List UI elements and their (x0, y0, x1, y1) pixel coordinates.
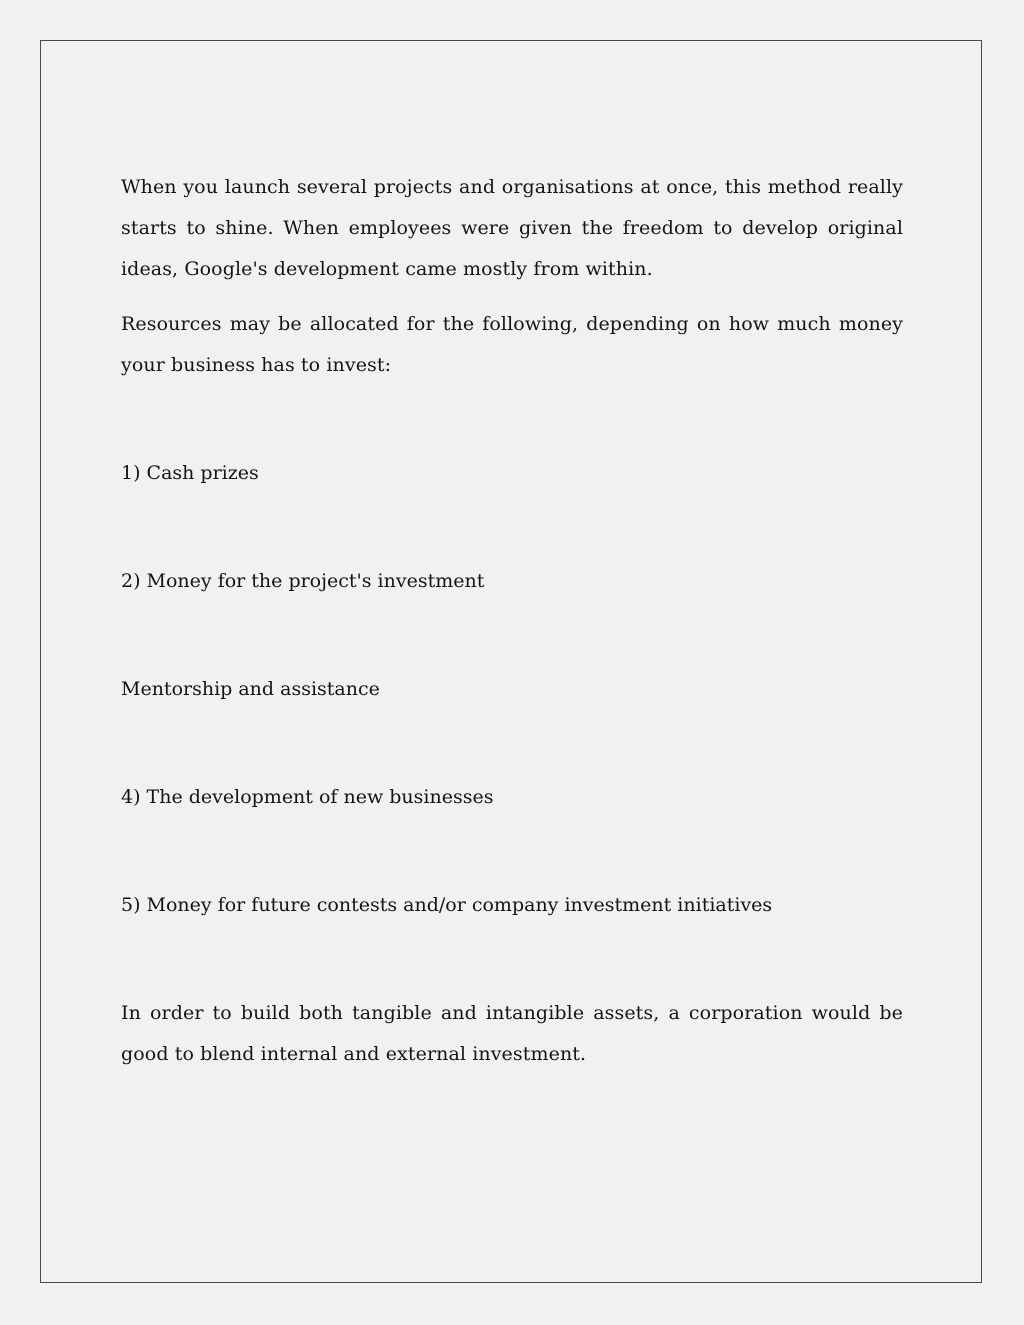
resources-paragraph: Resources may be allocated for the following, depending on how much money your business has to invest: (121, 313, 903, 376)
list-item-future-contests: 5) Money for future contests and/or company investment initiatives (121, 894, 773, 916)
list-item-mentorship: Mentorship and assistance (121, 678, 380, 700)
list-item-new-businesses: 4) The development of new businesses (121, 786, 494, 808)
document-body (121, 167, 903, 1075)
list-item-cash-prizes: 1) Cash prizes (121, 462, 259, 484)
intro-paragraph: When you launch several projects and organisations at once, this method really starts to shine. When employees were given the freedom to develop original ideas, Google's development came mostly from within. (121, 176, 903, 280)
list-item-project-investment: 2) Money for the project's investment (121, 570, 485, 592)
closing-paragraph: In order to build both tangible and intangible assets, a corporation would be good to blend internal and external investment. (121, 1002, 903, 1065)
